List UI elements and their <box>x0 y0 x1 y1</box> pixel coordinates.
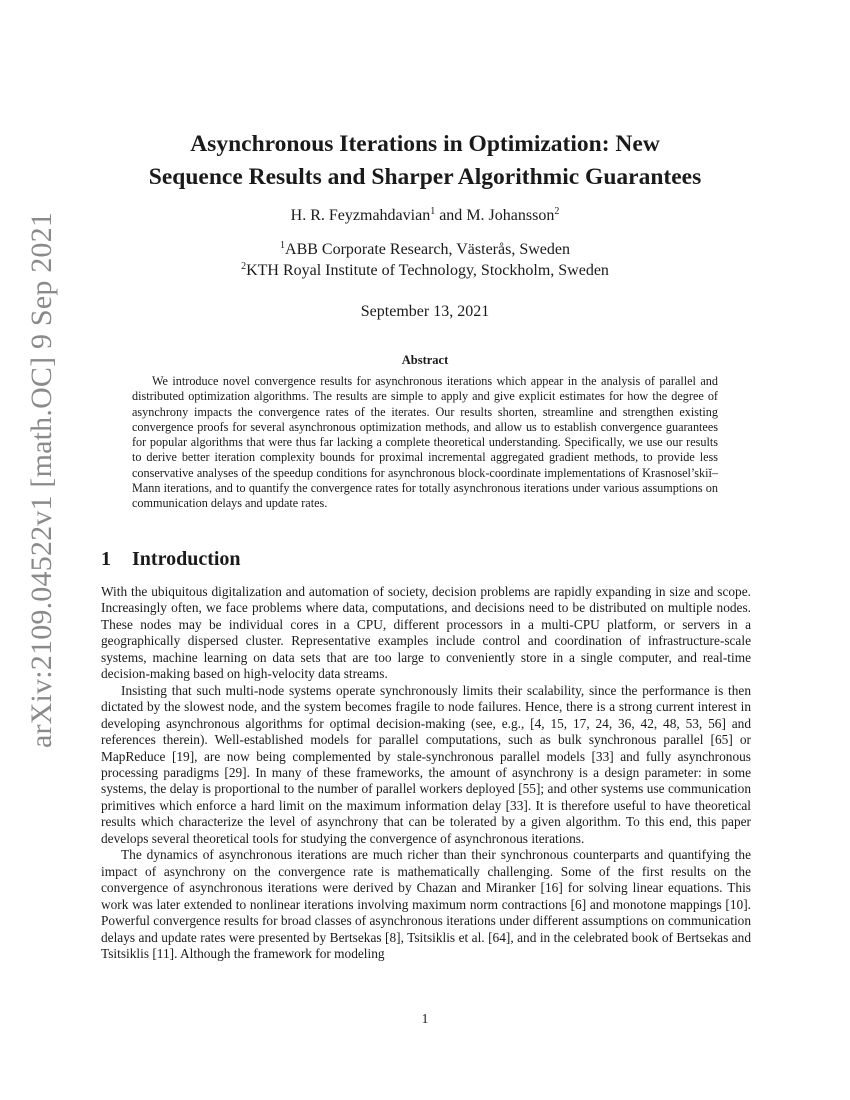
abstract-text: We introduce novel convergence results for asynchronous iterations which appear in the analysis of parallel and distributed optimization algorithms. The results are simple to apply and give explicit estimates for how the degree of asynchrony impacts the convergence rates of the iterates. Our results shorten, streamline and strengthen existing convergence proofs for several asynchronous optimization methods, and allow us to establish convergence guarantees for popular algorithms that were thus far lacking a complete theoretical understanding. Specifically, we use our results to derive better iteration complexity bounds for proximal incremental aggregated gradient methods, to provide less conservative analyses of the speedup conditions for asynchronous block-coordinate implementations of Krasnosel’skiĭ–Mann iterations, and to quantify the convergence rates for totally asynchronous iterations under various assumptions on communication delays and update rates. <box>132 374 718 511</box>
paragraph: With the ubiquitous digitalization and automation of society, decision problems are rapidly expanding in size and scope. Increasingly often, we face problems where data, computations, and decisions need to be distributed on multiple nodes. These nodes may be individual cores in a CPU, different processors in a multi-CPU platform, or servers in a geographically dispersed cluster. Representative examples include control and coordination of infrastructure-scale systems, machine learning on data sets that are too large to conveniently store in a single computer, and real-time decision-making based on high-velocity data streams. <box>101 584 751 682</box>
section-title: Introduction <box>132 548 241 570</box>
section-heading <box>101 548 241 571</box>
page-number: 1 <box>421 1011 429 1026</box>
affiliation-2 <box>80 261 770 280</box>
section-number: 1 <box>101 548 111 570</box>
paper-date: September 13, 2021 <box>360 303 490 320</box>
author-conjunction: and <box>435 207 467 224</box>
paper-title <box>80 128 770 194</box>
affiliation-mark: 2 <box>554 206 560 217</box>
affiliation-mark: 1 <box>430 206 436 217</box>
author-list <box>80 206 770 225</box>
affiliation-mark: 1 <box>280 240 286 251</box>
author-name: M. Johansson <box>466 207 555 224</box>
affiliation-text: ABB Corporate Research, Västerås, Sweden <box>285 241 570 258</box>
abstract-heading: Abstract <box>401 353 449 367</box>
affiliation-text: KTH Royal Institute of Technology, Stockholm, Sweden <box>246 262 609 279</box>
affiliation-1 <box>80 240 770 259</box>
paragraph: Insisting that such multi-node systems operate synchronously limits their scalability, since the performance is then dictated by the slowest node, and the system becomes fragile to node failures. Hence, there is a strong current interest in developing asynchronous algorithms for optimal decision-making (see, e.g., [4, 15, 17, 24, 36, 42, 48, 53, 56] and references therein). Well-established models for parallel computations, such as bulk synchronous parallel [65] or MapReduce [19], are now being complemented by stale-synchronous parallel models [33] and fully asynchronous processing paradigms [29]. In many of these frameworks, the amount of asynchrony is a design parameter: in some systems, the delay is proportional to the number of parallel workers deployed [55]; and other systems use communication primitives which enforce a hard limit on the maximum information delay [33]. It is therefore useful to have theoretical results which characterize the level of asynchrony that can be tolerated by a given algorithm. To this end, this paper develops several theoretical tools for studying the convergence of asynchronous iterations. <box>101 682 751 846</box>
arxiv-identifier[interactable]: arXiv:2109.04522v1 [math.OC] 9 Sep 2021 <box>25 211 58 749</box>
title-line-2: Sequence Results and Sharper Algorithmic Guarantees <box>148 164 702 190</box>
author-name: H. R. Feyzmahdavian <box>290 207 431 224</box>
paragraph: The dynamics of asynchronous iterations are much richer than their synchronous counterparts and quantifying the impact of asynchrony on the convergence rate is mathematically challenging. Some of the first results on the convergence of asynchronous iterations were derived by Chazan and Miranker [16] for solving linear equations. This work was later extended to nonlinear iterations involving maximum norm contractions [6] and monotone mappings [10]. Powerful convergence results for broad classes of asynchronous iterations under different assumptions on communication delays and update rates were presented by Bertsekas [8], Tsitsiklis et al. [64], and in the celebrated book of Bertsekas and Tsitsiklis [11]. Although the framework for modeling <box>101 847 751 961</box>
affiliation-mark: 2 <box>241 261 247 272</box>
title-line-1: Asynchronous Iterations in Optimization: New <box>190 131 660 157</box>
introduction-body <box>101 584 751 962</box>
